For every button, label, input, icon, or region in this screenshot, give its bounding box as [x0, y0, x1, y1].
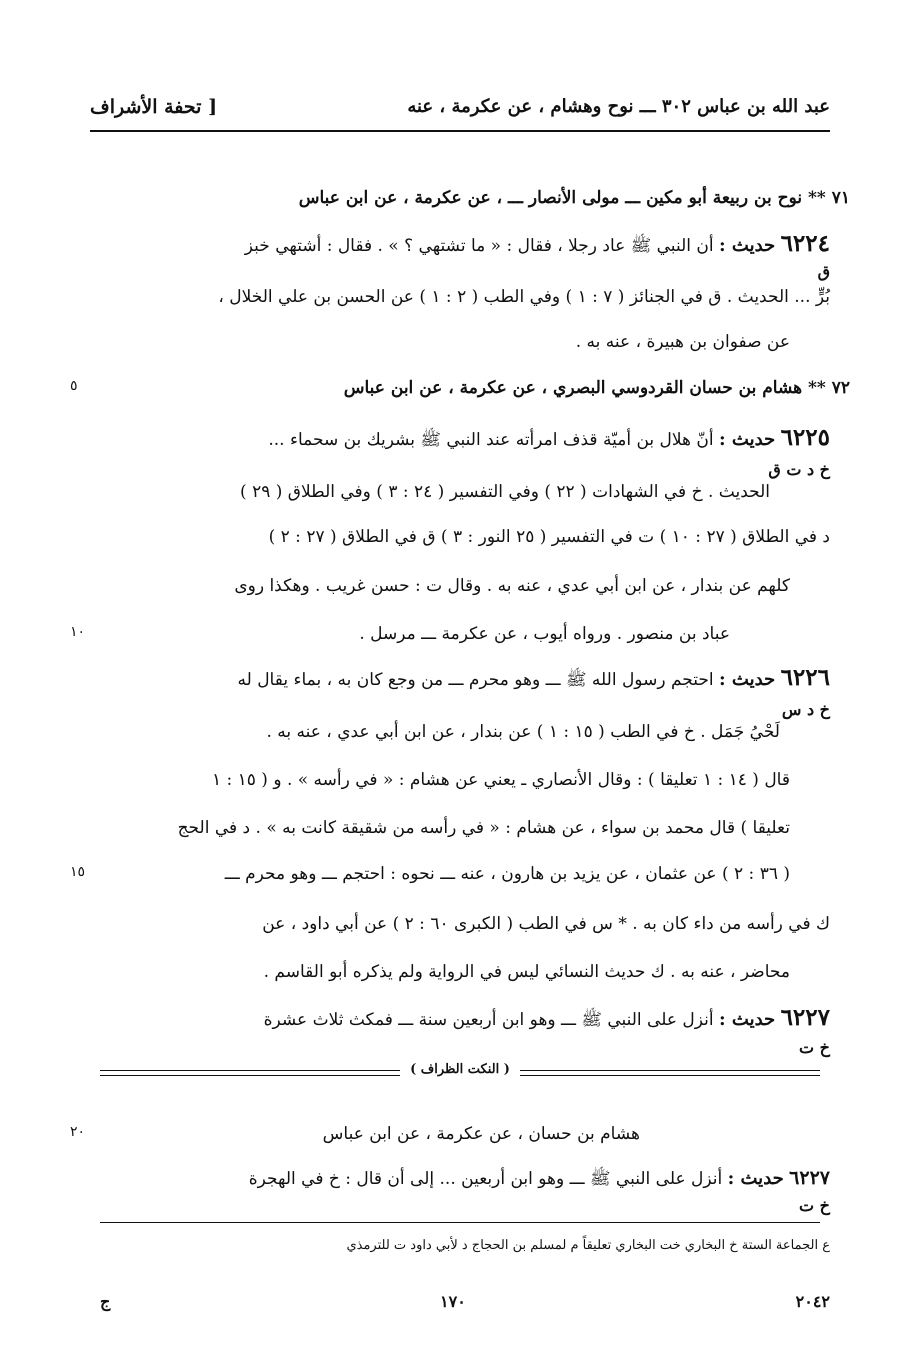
siglum-6224: ق	[817, 262, 830, 281]
nukat-hadith-6227	[249, 1164, 830, 1193]
chain-heading-71: ٧١ ** نوح بن ربيعة أبو مكين ـــ مولى الأنصار ـــ ، عن عكرمة ، عن ابن عباس	[298, 188, 850, 208]
line-number: ٢٠	[70, 1124, 86, 1140]
page-header	[90, 92, 830, 132]
divider-rule	[520, 1070, 820, 1076]
hadith-text: احتجم رسول الله ﷺ ـــ وهو محرم ـــ من وجع كان به ، بماء يقال له	[237, 670, 714, 690]
nukat-divider	[100, 1062, 820, 1084]
siglum-6226: خ د س	[781, 700, 830, 719]
hadith-6226-line5: ( ٣٦ : ٢ ) عن عثمان ، عن يزيد بن هارون ، عنه ـــ نحوه : احتجم ـــ وهو محرم ـــ	[224, 864, 790, 884]
siglum-6227: خ ت	[799, 1038, 830, 1057]
nukat-label: ( النكت الظراف )	[410, 1062, 510, 1077]
line-number: ١٥	[70, 864, 86, 880]
hadith-label: حديث :	[727, 1168, 784, 1189]
volume-marker: ج	[100, 1292, 111, 1311]
page-number-center: ١٧٠	[440, 1292, 466, 1311]
header-title: عبد الله بن عباس ٣٠٢ ـــ نوح وهشام ، عن عكرمة ، عنه	[407, 96, 830, 117]
hadith-6225-line1	[268, 424, 830, 454]
hadith-6225-line2: الحديث . خ في الشهادات ( ٢٢ ) وفي التفسير ( ٢٤ : ٣ ) وفي الطلاق ( ٢٩ )	[240, 482, 770, 502]
hadith-label: حديث :	[719, 235, 776, 256]
hadith-6225-line4: كلهم عن بندار ، عن ابن أبي عدي ، عنه به . وقال ت : حسن غريب . وهكذا روى	[234, 576, 790, 596]
hadith-6225-line5: عباد بن منصور . ورواه أيوب ، عن عكرمة ـــ مرسل .	[359, 624, 730, 644]
hadith-6226-line4: تعليقا ) قال محمد بن سواء ، عن هشام : « في رأسه من شقيقة كانت به » . د في الحج	[177, 818, 790, 838]
header-rule	[90, 130, 830, 132]
abbreviations-key: ع الجماعة الستة خ البخاري خت البخاري تعليقاً م لمسلم بن الحجاج د لأبي داود ت للترمذي	[346, 1238, 830, 1253]
hadith-text: أنزل على النبي ﷺ ـــ وهو ابن أربعين سنة ـــ فمكث ثلاث عشرة	[263, 1010, 714, 1030]
hadith-text: أنّ هلال بن أميّة قذف امرأته عند النبي ﷺ بشريك بن سحماء ...	[268, 430, 714, 450]
siglum-6225: خ د ت ق	[768, 460, 830, 479]
siglum-nukat-6227: خ ت	[799, 1196, 830, 1215]
hadith-number: ٦٢٢٧	[789, 1167, 830, 1189]
hadith-number: ٦٢٢٤	[780, 230, 830, 257]
nukat-chain-heading: هشام بن حسان ، عن عكرمة ، عن ابن عباس	[322, 1124, 640, 1144]
hadith-label: حديث :	[719, 669, 776, 690]
header-book-title: [ تحفة الأشراف	[90, 96, 218, 118]
hadith-number: ٦٢٢٥	[780, 424, 830, 451]
chain-heading-72: ٧٢ ** هشام بن حسان القردوسي البصري ، عن عكرمة ، عن ابن عباس	[343, 378, 850, 398]
hadith-6224-line1	[245, 230, 830, 260]
hadith-6227-line1	[264, 1004, 830, 1034]
hadith-6224-line2: بُرٍّ ... الحديث . ق في الجنائز ( ٧ : ١ ) وفي الطب ( ٢ : ١ ) عن الحسن بن علي الخلال ،	[218, 287, 830, 307]
divider-rule	[100, 1070, 400, 1076]
hadith-6226-line7: محاضر ، عنه به . ك حديث النسائي ليس في الرواية ولم يذكره أبو القاسم .	[263, 962, 790, 982]
hadith-6224-line3: عن صفوان بن هبيرة ، عنه به .	[575, 332, 790, 352]
hadith-6226-line1	[238, 664, 831, 694]
hadith-6226-line2: لَحْيُ جَمَل . خ في الطب ( ١٥ : ١ ) عن بندار ، عن ابن أبي عدي ، عنه به .	[266, 722, 780, 742]
hadith-label: حديث :	[719, 429, 776, 450]
hadith-6226-line3: قال ( ١٤ : ١ تعليقا ) : وقال الأنصاري ـ يعني عن هشام : « في رأسه » . و ( ١٥ : ١	[211, 770, 790, 790]
line-number: ٥	[70, 378, 78, 394]
hadith-number: ٦٢٢٧	[780, 1004, 830, 1031]
hadith-6226-line6: ك في رأسه من داء كان به . * س في الطب ( الكبرى ٦٠ : ٢ ) عن أبي داود ، عن	[262, 914, 830, 934]
page-number-right: ٢٠٤٢	[795, 1292, 830, 1311]
footer-rule	[100, 1222, 820, 1223]
hadith-label: حديث :	[719, 1009, 776, 1030]
line-number: ١٠	[70, 624, 86, 640]
hadith-text: أن النبي ﷺ عاد رجلا ، فقال : « ما تشتهي ؟ » . فقال : أشتهي خبز	[244, 236, 714, 256]
hadith-number: ٦٢٢٦	[780, 664, 830, 691]
hadith-text: أنزل على النبي ﷺ ـــ وهو ابن أربعين ... إلى أن قال : خ في الهجرة	[248, 1169, 723, 1189]
hadith-6225-line3: د في الطلاق ( ٢٧ : ١٠ ) ت في التفسير ( ٢٥ النور : ٣ ) ق في الطلاق ( ٢٧ : ٢ )	[268, 527, 830, 547]
page-footer	[100, 1292, 830, 1316]
